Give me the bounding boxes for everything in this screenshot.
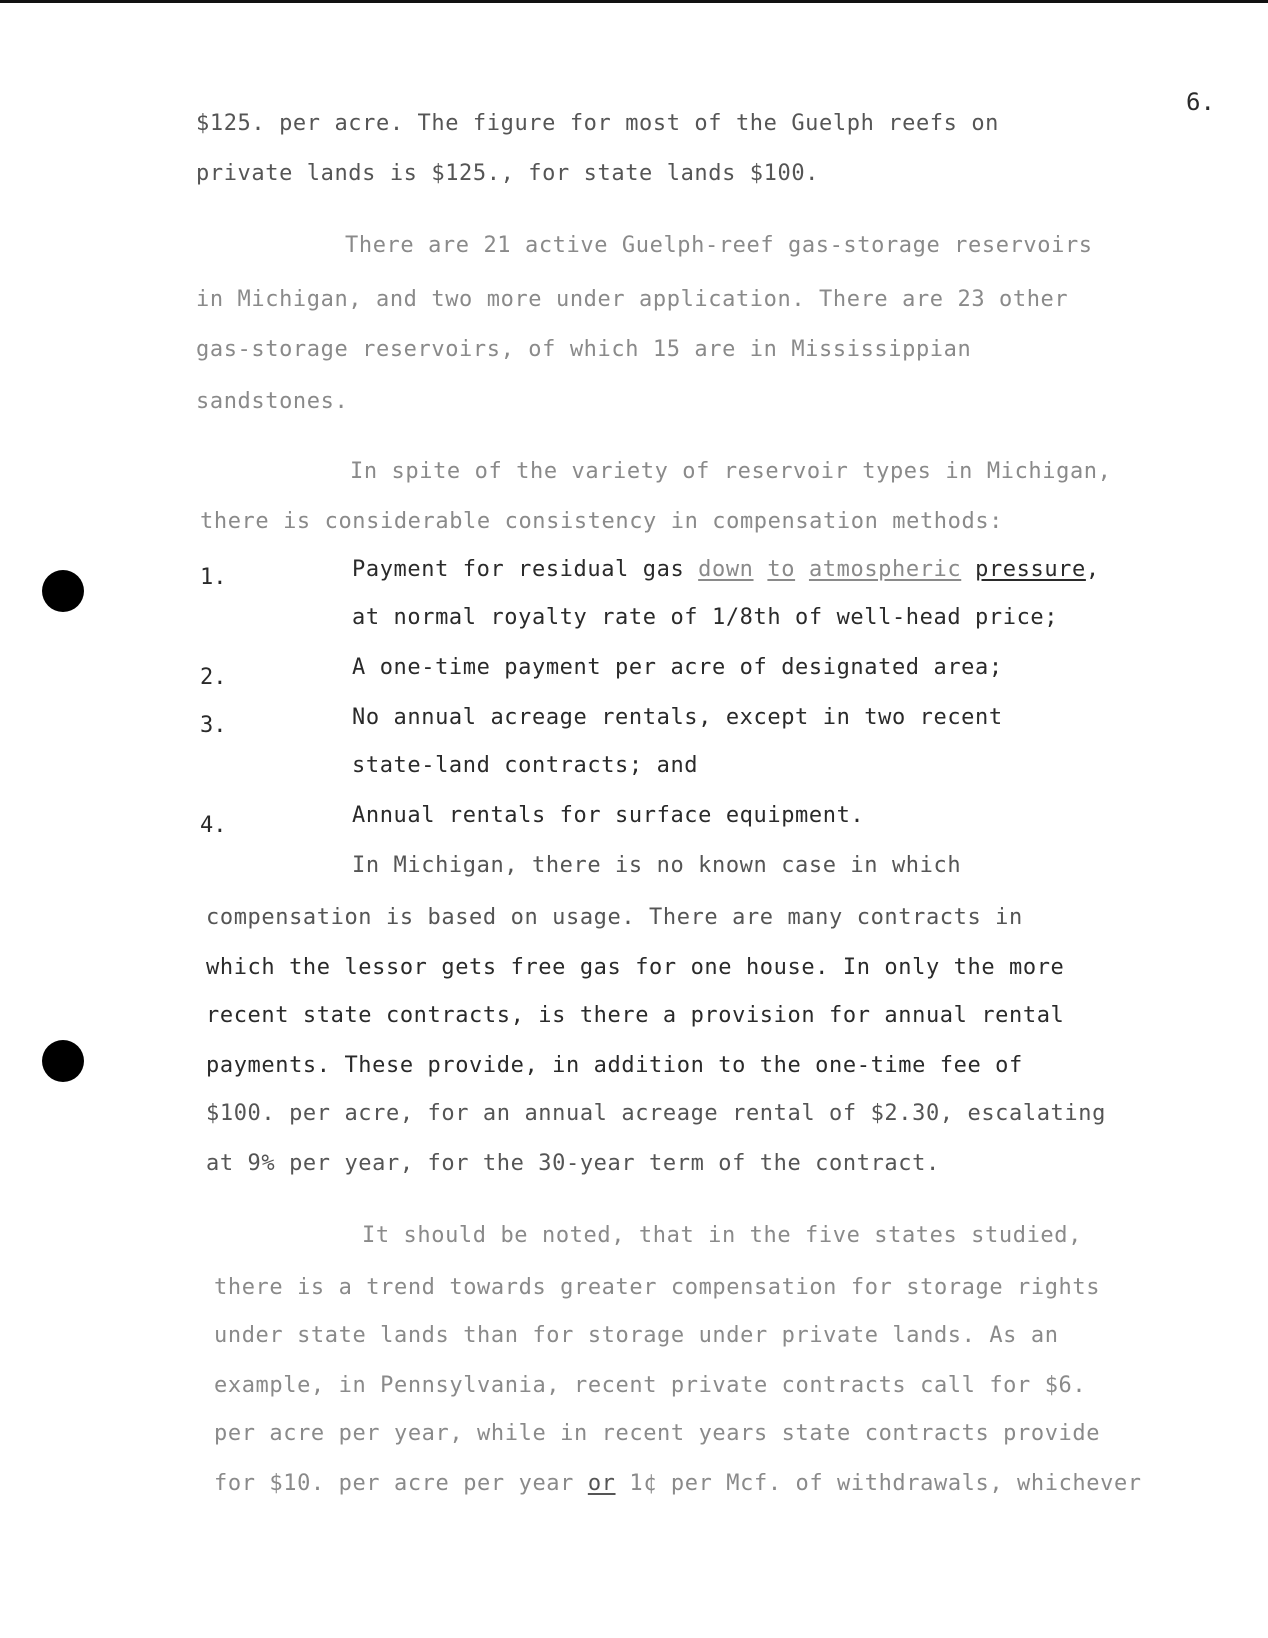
list-number-4: 4.	[200, 813, 227, 838]
underline-down: down	[698, 557, 754, 582]
list-number-3: 3.	[200, 713, 227, 738]
p5-line-3: under state lands than for storage under private lands. As an	[214, 1323, 1059, 1348]
p3-line-1: In spite of the variety of reservoir types in Michigan,	[350, 459, 1112, 484]
p1-line-1: $125. per acre. The figure for most of the Guelph reefs on	[196, 111, 1000, 136]
p4-line-6: $100. per acre, for an annual acreage rental of $2.30, escalating	[206, 1101, 1106, 1126]
punch-hole-top	[42, 570, 84, 612]
p5-line-6	[214, 1470, 1142, 1498]
p4-line-7: at 9% per year, for the 30-year term of the contract.	[206, 1151, 940, 1176]
p1-line-2: private lands is $125., for state lands $100.	[196, 161, 820, 186]
p4-line-1: In Michigan, there is no known case in which	[352, 853, 962, 878]
p5-line-5: per acre per year, while in recent years state contracts provide	[214, 1421, 1101, 1446]
underline-or: or	[587, 1471, 616, 1496]
list-item-3-line-2: state-land contracts; and	[352, 753, 699, 778]
underline-pressure: pressure	[975, 557, 1086, 582]
p4-line-5: payments. These provide, in addition to the one-time fee of	[206, 1053, 1023, 1078]
p4-line-4: recent state contracts, is there a provision for annual rental	[206, 1003, 1065, 1028]
list-item-2-line-1: A one-time payment per acre of designated area;	[352, 655, 1003, 680]
top-edge-line	[0, 0, 1268, 3]
p2-line-4: sandstones.	[196, 389, 349, 414]
page-number: 6.	[1186, 88, 1215, 116]
list-number-2: 2.	[200, 665, 227, 690]
p4-line-3: which the lessor gets free gas for one house. In only the more	[206, 955, 1065, 980]
underline-atmospheric: atmospheric	[808, 557, 962, 582]
p2-line-2: in Michigan, and two more under application. There are 23 other	[196, 287, 1069, 312]
p4-line-2: compensation is based on usage. There are many contracts in	[206, 905, 1023, 930]
list-item-1-line-1	[352, 556, 1100, 584]
p5-line-1: It should be noted, that in the five states studied,	[362, 1223, 1082, 1248]
p2-line-3: gas-storage reservoirs, of which 15 are in Mississippian	[196, 337, 972, 362]
list-item-1-text: Payment for residual gas	[352, 557, 699, 582]
list-item-3-line-1: No annual acreage rentals, except in two recent	[352, 705, 1003, 730]
underline-to: to	[767, 557, 796, 582]
list-number-1: 1.	[200, 565, 227, 590]
p5-line-4: example, in Pennsylvania, recent private contracts call for $6.	[214, 1373, 1087, 1398]
p5-line-6-before: for $10. per acre per year	[214, 1471, 588, 1496]
punch-hole-bottom	[42, 1040, 84, 1082]
list-item-4-line-1: Annual rentals for surface equipment.	[352, 803, 865, 828]
p3-line-2: there is considerable consistency in compensation methods:	[200, 509, 1004, 534]
p2-line-1: There are 21 active Guelph-reef gas-storage reservoirs	[345, 233, 1093, 258]
p5-line-6-after: 1¢ per Mcf. of withdrawals, whichever	[615, 1471, 1142, 1496]
list-item-1-comma: ,	[1085, 557, 1100, 582]
p5-line-2: there is a trend towards greater compensation for storage rights	[214, 1275, 1101, 1300]
list-item-1-line-2: at normal royalty rate of 1/8th of well-head price;	[352, 605, 1059, 630]
